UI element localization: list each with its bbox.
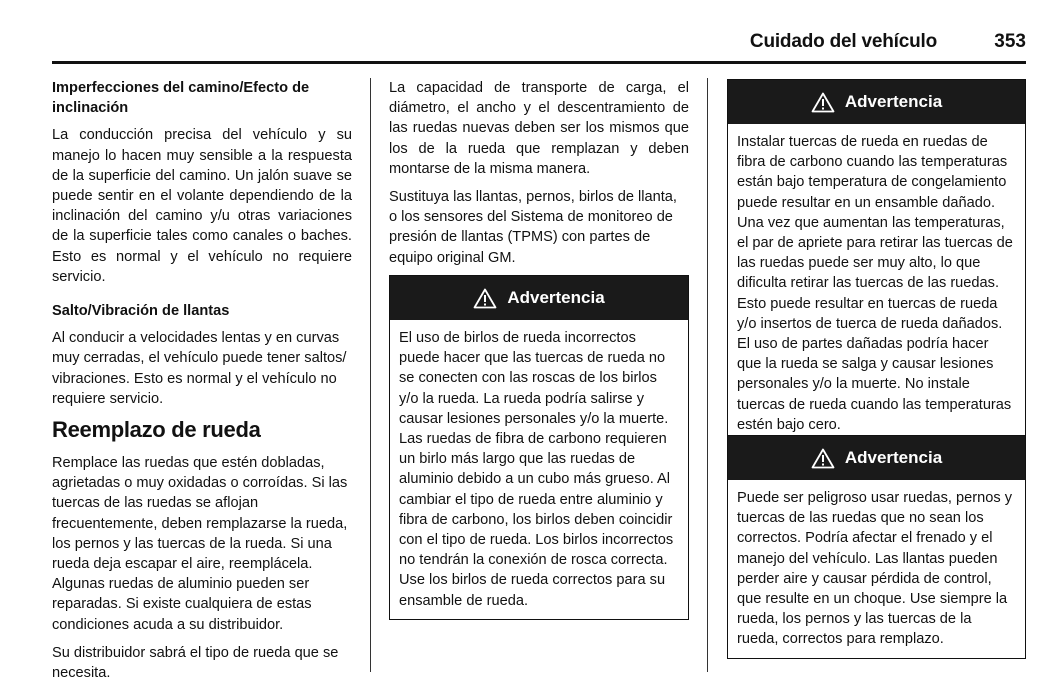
section-heading: Reemplazo de rueda xyxy=(52,417,261,443)
vibration-heading: Salto/Vibración de llantas xyxy=(52,303,230,320)
warning-title: Advertencia xyxy=(844,448,943,467)
vibration-text: Al conducir a velocidades lentas y en curvas muy cerradas, el vehículo puede tener saltos/ vibraciones. Esto es normal y el vehículo no requiere servicio. xyxy=(52,330,347,407)
column-divider-left xyxy=(370,78,371,672)
warning-header xyxy=(390,276,688,320)
replace-text: Remplace las ruedas que estén dobladas, agrietadas o muy oxidadas o corroídas. Si las tuercas de las ruedas se aflojan frecuentemente, deben remplazarse la rueda, los pernos y las tuercas de la rueda. Si una rueda deja escapar el aire, reemplácela. Algunas ruedas de aluminio pueden ser reparadas. Si existe cualquiera de estas condiciones acuda a su distribuidor. xyxy=(52,455,348,633)
page-number: 353 xyxy=(994,31,1026,52)
warning-box-wheel-studs xyxy=(389,275,689,620)
warning-triangle-icon xyxy=(811,92,835,113)
dealer-text: Su distribuidor sabrá el tipo de rueda que se necesita. xyxy=(52,644,339,682)
warning-triangle-icon xyxy=(811,448,835,469)
left-column xyxy=(52,78,352,683)
warning-header xyxy=(728,436,1025,480)
capacity-text: La capacidad de transporte de carga, el diámetro, el ancho y el descentramiento de las ruedas nuevas deben ser los mismos que los de la rueda que remplazan y deben montarse de la misma manera. xyxy=(389,80,689,177)
replace-parts-text: Sustituya las llantas, pernos, birlos de llanta, o los sensores del Sistema de monitoreo de presión de llantas (TPMS) con partes de equipo original GM. xyxy=(389,189,677,266)
warning-title: Advertencia xyxy=(844,92,943,111)
section-title-header: Cuidado del vehículo xyxy=(749,31,937,52)
warning-body: El uso de birlos de rueda incorrectos puede hacer que las tuercas de rueda no se conecten con las roscas de los birlos y/o la rueda. La rueda podría salirse y causar lesiones personales y/o la muerte. Las ruedas de fibra de carbono requieren un birlo más largo que las ruedas de aluminio debido a un cubo más grueso. Al cambiar el tipo de rueda entre aluminio y fibra de carbono, los birlos deben coincidir con el tipo de rueda. Los birlos incorrectos no tendrán la conexión de rosca correcta. Use los birlos de rueda correctos para su ensamble de rueda. xyxy=(399,330,674,609)
road-heading: Imperfecciones del camino/Efecto de inclinación xyxy=(52,80,310,117)
column-divider-right xyxy=(707,78,708,672)
warning-box-incorrect-parts xyxy=(727,435,1026,659)
warning-title: Advertencia xyxy=(507,288,605,307)
warning-body: Instalar tuercas de rueda en ruedas de fibra de carbono cuando las temperaturas están bajo temperatura de congelamiento puede resultar en un ensamble dañado. Una vez que aumentan las temperaturas, el par de apriete para retirar las tuercas de las ruedas puede ser muy alto, lo que dificulta retirar las tuercas de las ruedas. Esto puede resultar en tuercas de rueda y/o insertos de tuerca de rueda dañados. El uso de partes dañadas podría hacer que la rueda se salga y causar lesiones personales y/o la muerte. No instale tuercas de rueda cuando las temperaturas estén bajo cero. xyxy=(737,134,1013,433)
warning-triangle-icon xyxy=(473,288,497,309)
warning-box-cold-install xyxy=(727,79,1026,444)
warning-body: Puede ser peligroso usar ruedas, pernos y tuercas de las ruedas que no sean los correctos. Podría afectar el frenado y el manejo del vehículo. Las llantas pueden perder aire y causar pérdida de control, que resulte en un choque. Use siempre la rueda, los pernos y las tuercas de la rueda, correctos para remplazo. xyxy=(737,490,1013,648)
warning-header xyxy=(728,80,1025,124)
header-rule xyxy=(52,61,1026,64)
road-text: La conducción precisa del vehículo y su manejo lo hacen muy sensible a la respuesta de la superficie del camino. Un jalón suave se puede sentir en el volante dependiendo de la inclinación del camino y/u otras variaciones de la superficie tales como canales o baches. Esto es normal y el vehículo no requiere servicio. xyxy=(52,127,352,285)
middle-column xyxy=(389,78,689,276)
